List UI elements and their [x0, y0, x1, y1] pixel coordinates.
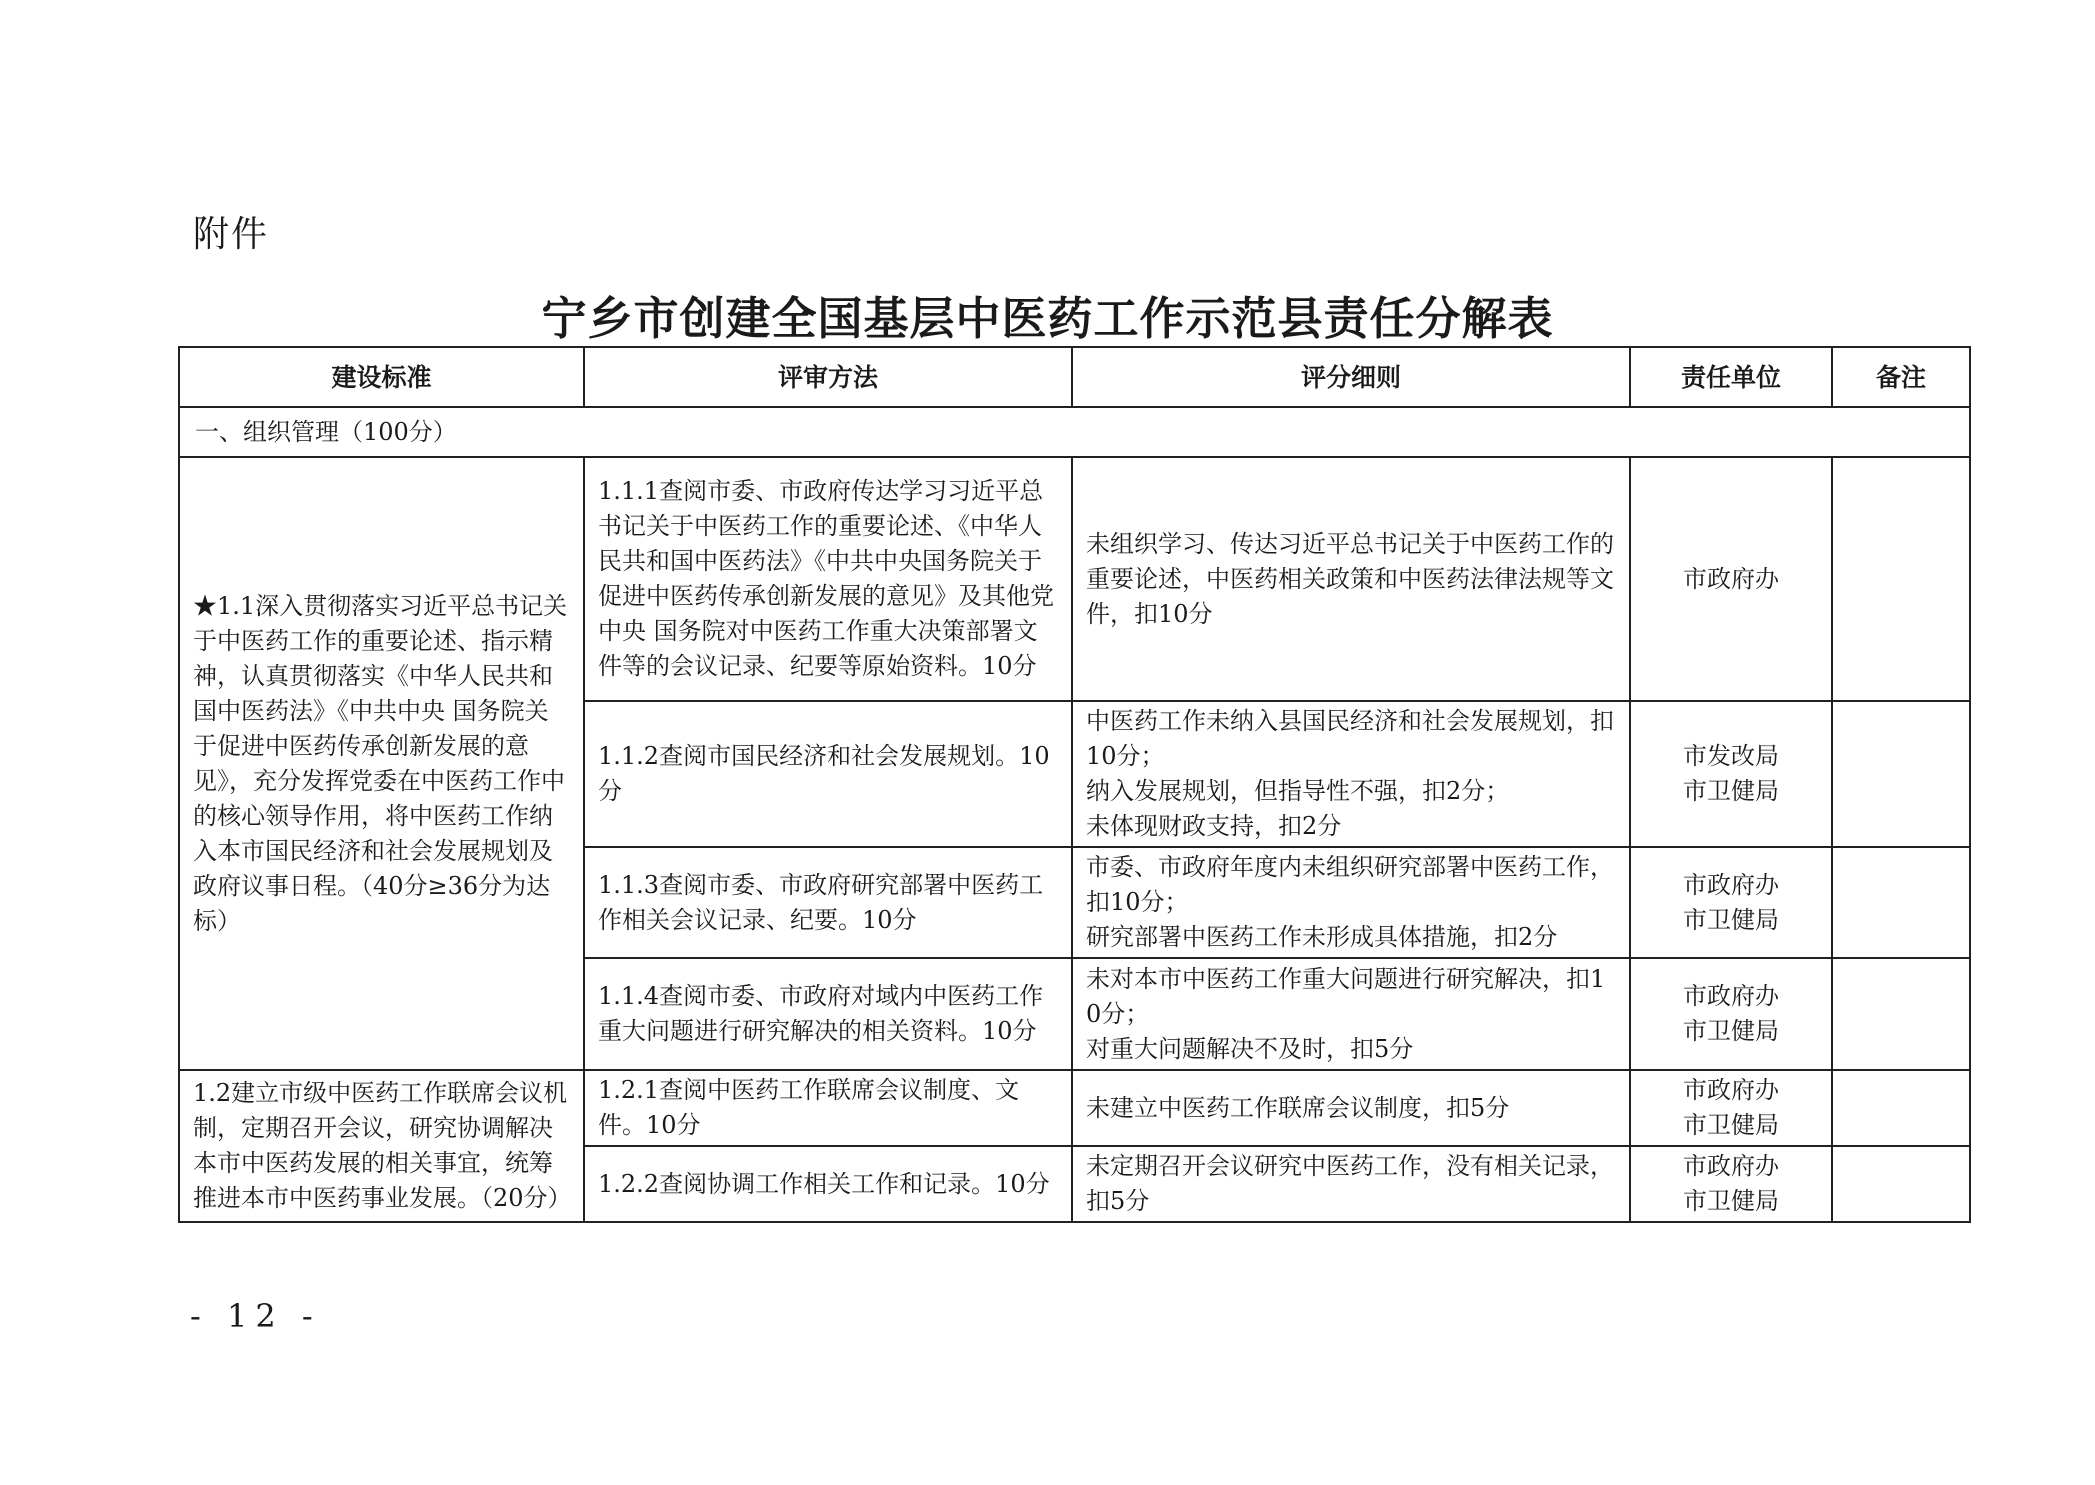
method-cell: 1.1.4查阅市委、市政府对域内中医药工作重大问题进行研究解决的相关资料。10分 [584, 958, 1072, 1070]
annex-label: 附件 [193, 214, 270, 255]
page-number: - 12 - [190, 1297, 321, 1335]
remark-cell [1832, 457, 1970, 701]
header-scoring: 评分细则 [1072, 347, 1630, 407]
method-cell: 1.1.1查阅市委、市政府传达学习习近平总书记关于中医药工作的重要论述、《中华人民共和国中医药法》《中共中央国务院关于促进中医药传承创新发展的意见》及其他党中央 国务院对中医药工作重大决策部署文件等的会议记录、纪要等原始资料。10分 [584, 457, 1072, 701]
remark-cell [1832, 958, 1970, 1070]
scoring-cell: 未定期召开会议研究中医药工作，没有相关记录，扣5分 [1072, 1146, 1630, 1222]
method-cell: 1.1.2查阅市国民经济和社会发展规划。10分 [584, 701, 1072, 847]
document-title: 宁乡市创建全国基层中医药工作示范县责任分解表 [541, 292, 1554, 345]
remark-cell [1832, 701, 1970, 847]
section-row [179, 407, 1970, 457]
method-cell: 1.1.3查阅市委、市政府研究部署中医药工作相关会议记录、纪要。10分 [584, 847, 1072, 958]
unit-cell: 市政府办 [1630, 457, 1832, 701]
remark-cell [1832, 1146, 1970, 1222]
standard-cell: ★1.1深入贯彻落实习近平总书记关于中医药工作的重要论述、指示精神，认真贯彻落实《中华人民共和国中医药法》《中共中央 国务院关于促进中医药传承创新发展的意见》，充分发挥党委在中医药工作中的核心领导作用，将中医药工作纳入本市国民经济和社会发展规划及政府议事日程。（40分≥36分为达标） [179, 457, 584, 1070]
method-cell: 1.2.1查阅中医药工作联席会议制度、文件。10分 [584, 1070, 1072, 1146]
header-method: 评审方法 [584, 347, 1072, 407]
standard-cell: 1.2建立市级中医药工作联席会议机制，定期召开会议，研究协调解决本市中医药发展的相关事宜，统筹推进本市中医药事业发展。（20分） [179, 1070, 584, 1222]
scoring-cell: 未对本市中医药工作重大问题进行研究解决，扣10分； 对重大问题解决不及时，扣5分 [1072, 958, 1630, 1070]
scoring-cell: 未建立中医药工作联席会议制度，扣5分 [1072, 1070, 1630, 1146]
scoring-cell: 市委、市政府年度内未组织研究部署中医药工作，扣10分； 研究部署中医药工作未形成具体措施，扣2分 [1072, 847, 1630, 958]
remark-cell [1832, 1070, 1970, 1146]
scoring-cell: 中医药工作未纳入县国民经济和社会发展规划，扣10分； 纳入发展规划，但指导性不强，扣2分； 未体现财政支持，扣2分 [1072, 701, 1630, 847]
unit-cell: 市政府办 市卫健局 [1630, 1070, 1832, 1146]
table-row [179, 457, 1970, 701]
responsibility-table [178, 346, 1971, 1223]
header-unit: 责任单位 [1630, 347, 1832, 407]
method-cell: 1.2.2查阅协调工作相关工作和记录。10分 [584, 1146, 1072, 1222]
section-title: 一、组织管理（100分） [179, 407, 1970, 457]
remark-cell [1832, 847, 1970, 958]
header-standard: 建设标准 [179, 347, 584, 407]
scoring-cell: 未组织学习、传达习近平总书记关于中医药工作的重要论述，中医药相关政策和中医药法律法规等文件，扣10分 [1072, 457, 1630, 701]
unit-cell: 市发改局 市卫健局 [1630, 701, 1832, 847]
table-header-row [179, 347, 1970, 407]
unit-cell: 市政府办 市卫健局 [1630, 847, 1832, 958]
table-row [179, 1070, 1970, 1146]
unit-cell: 市政府办 市卫健局 [1630, 1146, 1832, 1222]
header-remark: 备注 [1832, 347, 1970, 407]
unit-cell: 市政府办 市卫健局 [1630, 958, 1832, 1070]
